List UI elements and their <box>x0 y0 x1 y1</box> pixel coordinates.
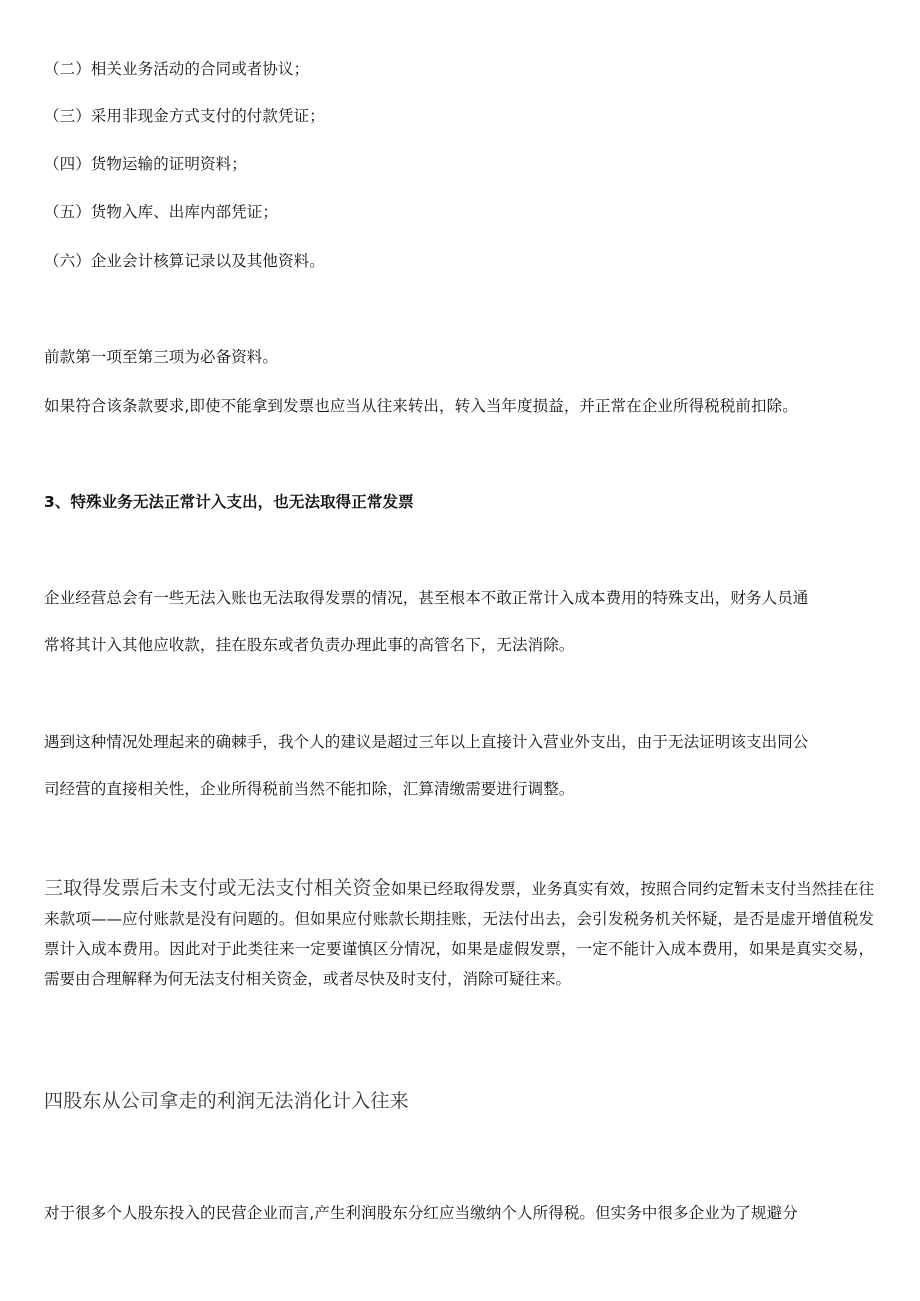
list-item-3: （三）采用非现金方式支付的付款凭证； <box>44 107 325 125</box>
section-three-paragraph <box>44 873 874 994</box>
list-item-5: （五）货物入库、出库内部凭证； <box>44 203 279 221</box>
note-required-docs: 前款第一项至第三项为必备资料。 <box>44 348 279 366</box>
note-deduction: 如果符合该条款要求,即使不能拿到发票也应当从往来转出，转入当年度损益，并正常在企业所得税税前扣除。 <box>44 397 798 415</box>
section-three-heading: 三取得发票后未支付或无法支付相关资金 <box>44 877 392 899</box>
paragraph-special-1-line2: 常将其计入其他应收款，挂在股东或者负责办理此事的高管名下，无法消除。 <box>44 636 575 654</box>
section-three-body: 如果已经取得发票，业务真实有效，按照合同约定暂未支付当然挂在往来款项——应付账款是没有问题的。但如果应付账款长期挂账，无法付出去，会引发税务机关怀疑，是否是虚开增值税发票计入成本费用。因此对于此类往来一定要谨慎区分情况，如果是虚假发票，一定不能计入成本费用，如果是真实交易，需要由合理解释为何无法支付相关资金，或者尽快及时支付，消除可疑往来。 <box>44 880 874 988</box>
list-item-6: （六）企业会计核算记录以及其他资料。 <box>44 252 325 270</box>
paragraph-special-2-line1: 遇到这种情况处理起来的确棘手，我个人的建议是超过三年以上直接计入营业外支出，由于无法证明该支出同公 <box>44 733 809 751</box>
paragraph-special-2-line2: 司经营的直接相关性，企业所得税前当然不能扣除，汇算清缴需要进行调整。 <box>44 780 575 798</box>
paragraph-special-1-line1: 企业经营总会有一些无法入账也无法取得发票的情况，甚至根本不敢正常计入成本费用的特殊支出，财务人员通 <box>44 589 809 607</box>
paragraph-section-four-line1: 对于很多个人股东投入的民营企业而言,产生利润股东分红应当缴纳个人所得税。但实务中很多企业为了规避分 <box>44 1204 798 1222</box>
list-item-4: （四）货物运输的证明资料； <box>44 155 247 173</box>
section-four-heading: 四股东从公司拿走的利润无法消化计入往来 <box>44 1090 409 1112</box>
heading-special-business: 3、特殊业务无法正常计入支出，也无法取得正常发票 <box>44 493 414 511</box>
list-item-2: （二）相关业务活动的合同或者协议； <box>44 60 310 78</box>
